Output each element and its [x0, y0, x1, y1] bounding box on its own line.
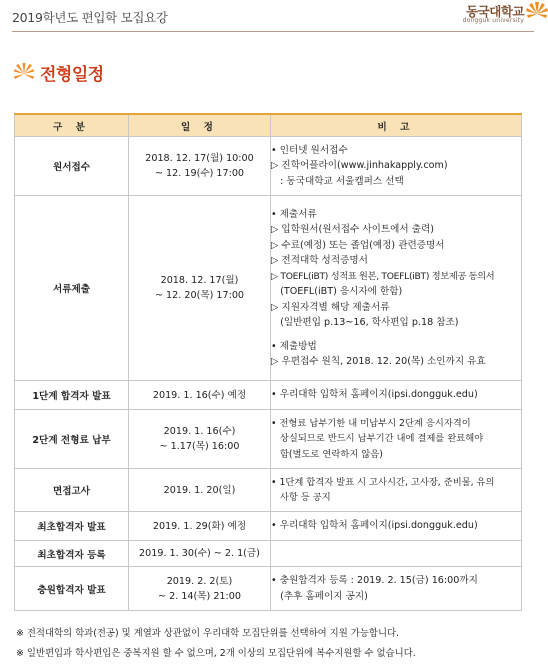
row-notes: • 인터넷 원서접수 ▷ 진학어플라이(www.jinhakapply.com) : 동국대학교 서울캠퍼스 선택	[271, 137, 522, 196]
row-category: 원서접수	[15, 137, 129, 196]
table-row	[15, 137, 522, 196]
column-header-schedule: 일 정	[129, 114, 271, 137]
dongguk-logo-burst-icon	[526, 0, 548, 24]
row-date: 2018. 12. 17(월) ~ 12. 20(목) 17:00	[129, 196, 271, 381]
footnote: ※ 일반편입과 학사편입은 중복지원 할 수 없으며, 2개 이상의 모집단위에 복수지원할 수 없습니다.	[16, 648, 416, 659]
table-row	[15, 381, 522, 410]
row-date: 2019. 1. 30(수) ~ 2. 1(금)	[129, 541, 271, 567]
table-row	[15, 196, 522, 381]
page-header	[0, 0, 548, 36]
table-row	[15, 512, 522, 541]
row-category: 2단계 전형료 납부	[15, 410, 129, 469]
row-notes	[271, 541, 522, 567]
row-category: 충원합격자 발표	[15, 567, 129, 611]
row-date: 2019. 1. 16(수) 예정	[129, 381, 271, 410]
logo-subtitle: dongguk university	[462, 17, 524, 24]
row-date: 2019. 1. 20(일)	[129, 469, 271, 512]
row-category: 1단계 합격자 발표	[15, 381, 129, 410]
row-notes: • 우리대학 입학처 홈페이지(ipsi.dongguk.edu)	[271, 512, 522, 541]
row-notes: • 전형료 납부기한 내 미납부시 2단계 응시자격이 상실되므로 반드시 납부기간 내에 결제를 완료해야 함(별도로 연락하지 않음)	[271, 410, 522, 469]
row-date: 2019. 2. 2(토) ~ 2. 14(목) 21:00	[129, 567, 271, 611]
row-category: 최초합격자 발표	[15, 512, 129, 541]
row-category: 서류제출	[15, 196, 129, 381]
footnote: ※ 전적대학의 학과(전공) 및 계열과 상관없이 우리대학 모집단위를 선택하여 지원 가능합니다.	[16, 628, 400, 639]
row-notes: • 제출서류 ▷ 입학원서(원서접수 사이트에서 출력) ▷ 수료(예정) 또는 졸업(예정) 관련증명서 ▷ 전적대학 성적증명서 ▷ TOEFL(iBT) 성적표 원본, TOEFL(iBT) 정보제공 동의서 (TOEFL(iBT) 응시자에 한함) ▷ 지원자격별 해당 제출서류 (일반편입 p.13~16, 학사편입 p.18 참조) • 제출방법 ▷ 우편접수 원칙, 2018. 12. 20(목) 소인까지 유효	[271, 196, 522, 381]
document-title: 2019학년도 편입학 모집요강	[12, 10, 168, 25]
table-row	[15, 410, 522, 469]
section-title: 전형일정	[40, 65, 104, 85]
row-date: 2019. 1. 29(화) 예정	[129, 512, 271, 541]
row-category: 최초합격자 등록	[15, 541, 129, 567]
row-category: 면접고사	[15, 469, 129, 512]
starburst-icon	[14, 62, 34, 82]
table-row	[15, 469, 522, 512]
header-divider	[12, 31, 534, 32]
row-date: 2018. 12. 17(월) 10:00 ~ 12. 19(수) 17:00	[129, 137, 271, 196]
footnotes	[16, 624, 416, 664]
row-notes: • 충원합격자 등록 : 2019. 2. 15(금) 16:00까지 (추후 홈페이지 공지)	[271, 567, 522, 611]
row-notes: • 우리대학 입학처 홈페이지(ipsi.dongguk.edu)	[271, 381, 522, 410]
table-row	[15, 567, 522, 611]
schedule-table	[14, 113, 522, 611]
table-row	[15, 541, 522, 567]
row-date: 2019. 1. 16(수) ~ 1.17(목) 16:00	[129, 410, 271, 469]
logo-name: 동국대학교	[466, 4, 524, 19]
table-header-row	[15, 114, 522, 137]
column-header-notes: 비 고	[271, 114, 522, 137]
column-header-category: 구 분	[15, 114, 129, 137]
row-notes: • 1단계 합격자 발표 시 고사시간, 고사장, 준비물, 유의 사항 등 공지	[271, 469, 522, 512]
